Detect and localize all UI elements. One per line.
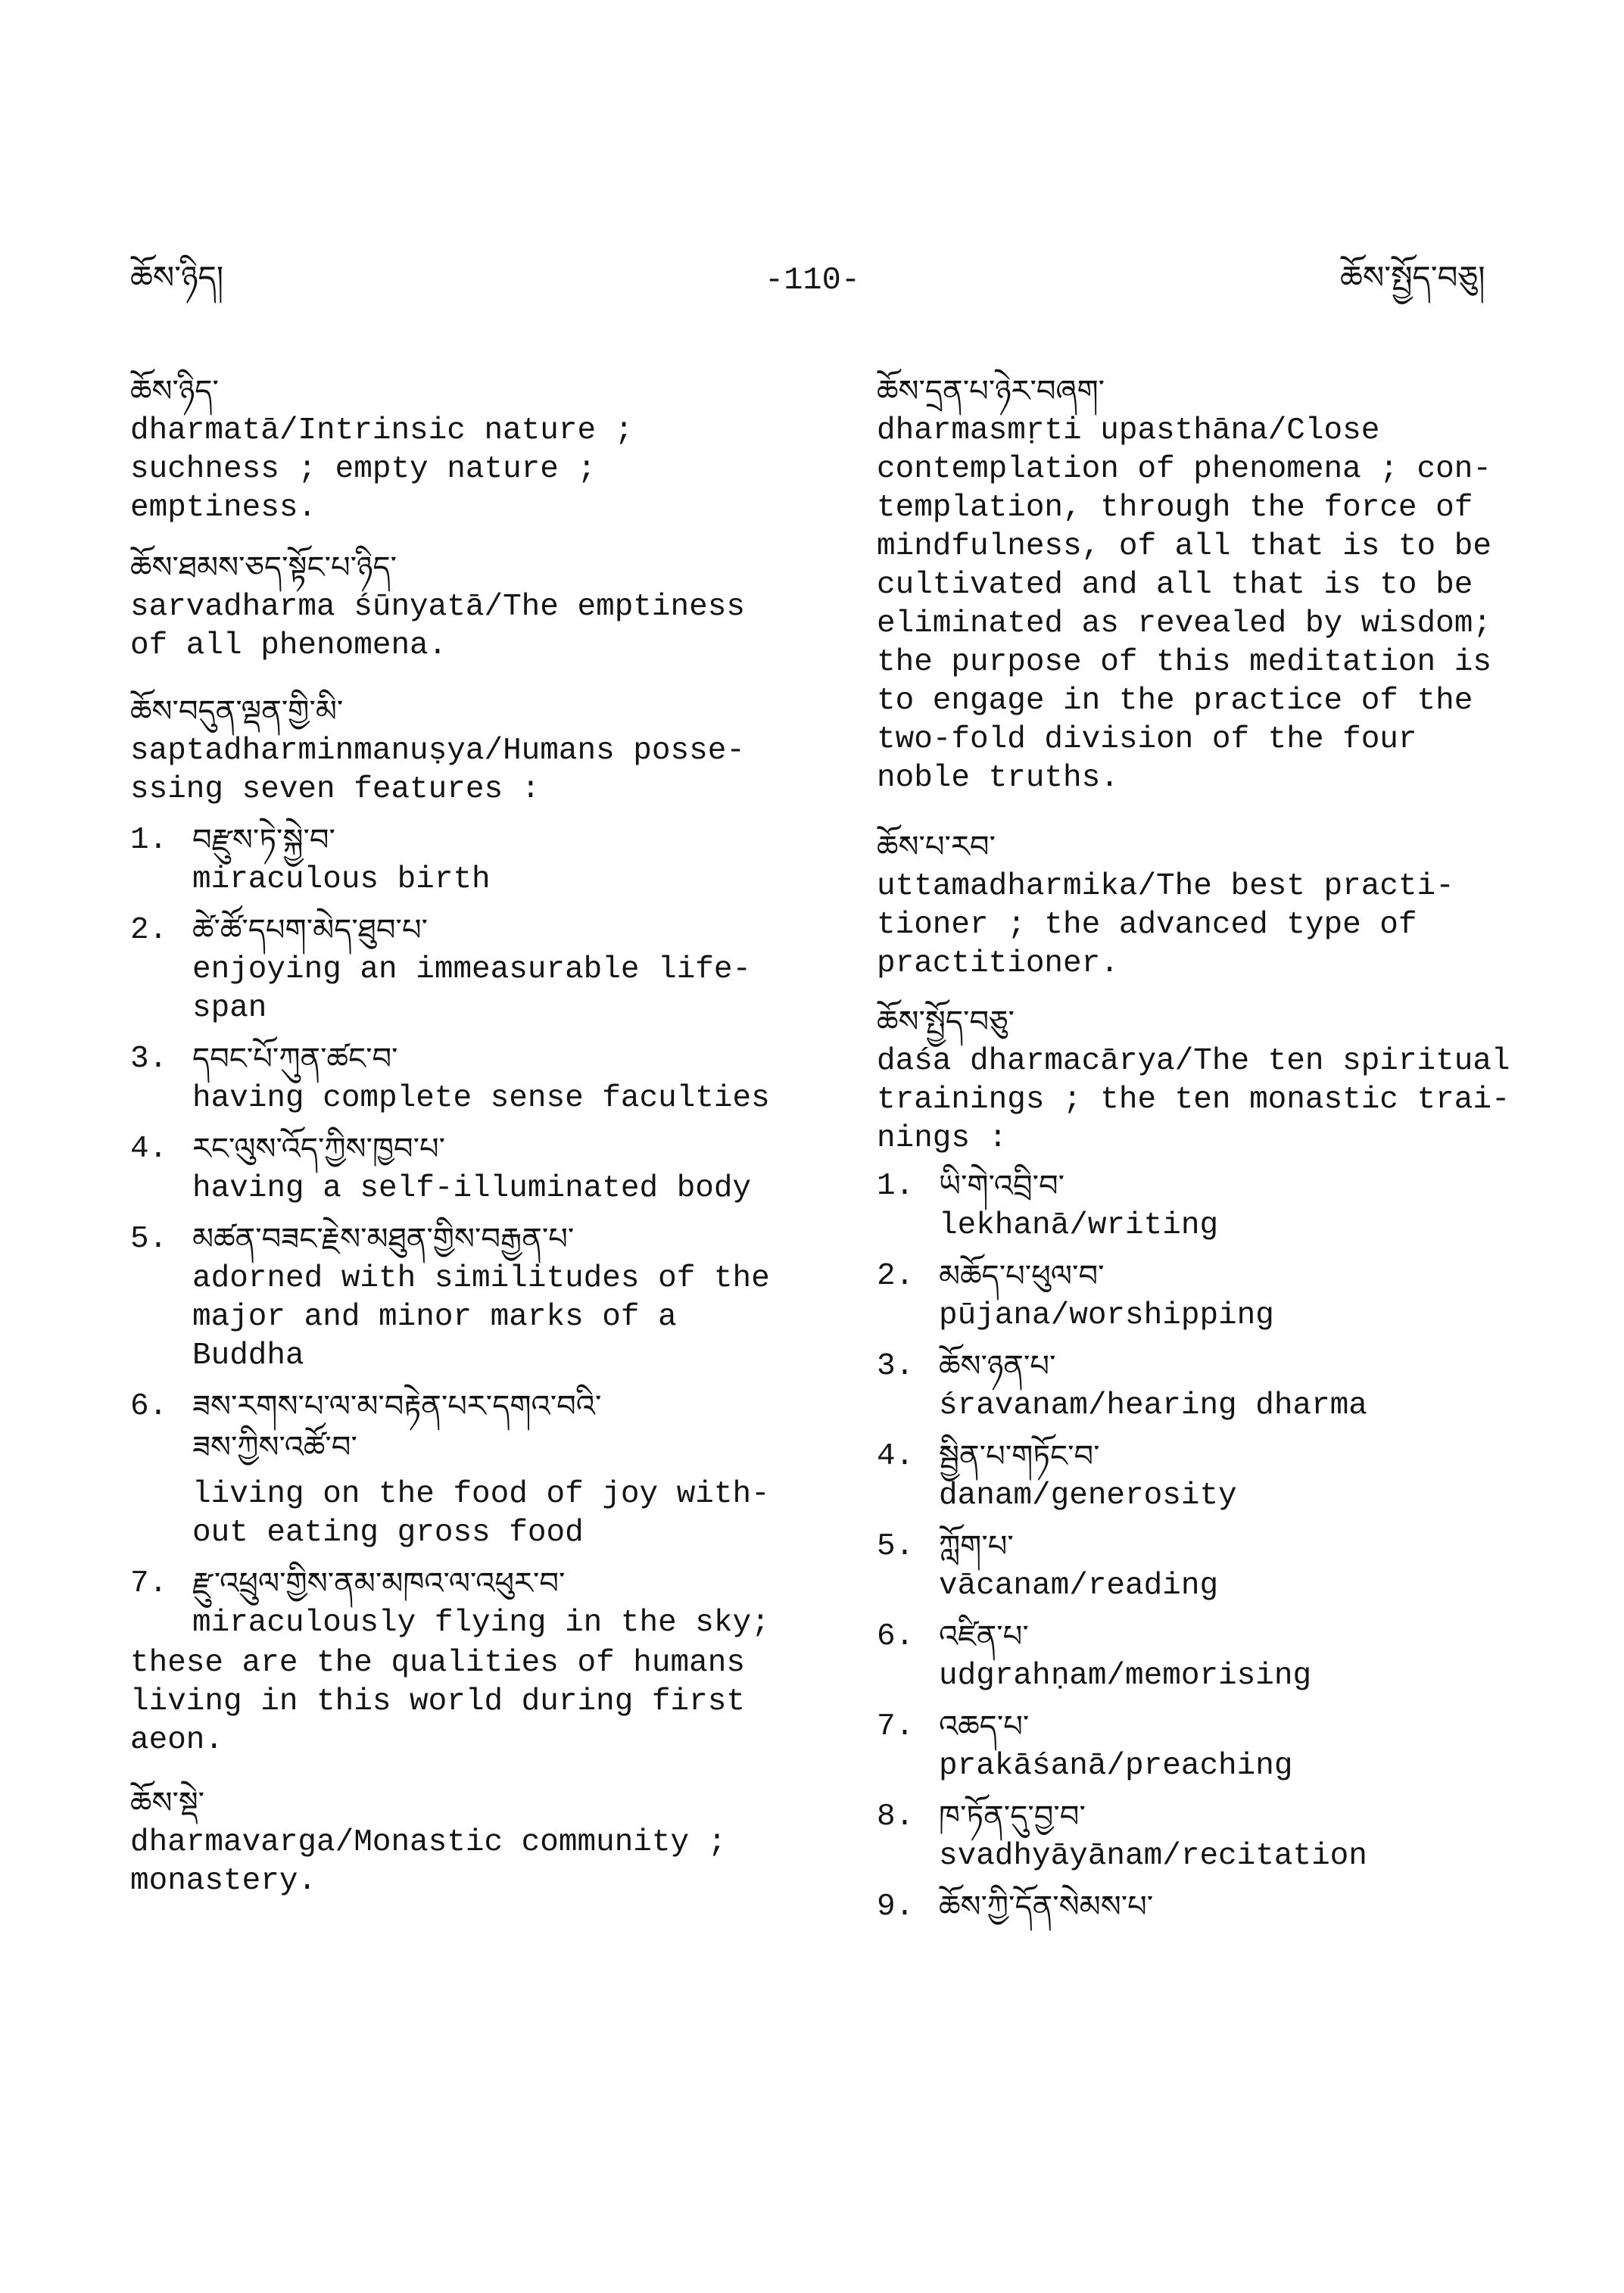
item-text: pūjana/worshipping — [939, 1298, 1274, 1333]
item-tibetan: རྫུ་འཕྲུལ་གྱིས་ནམ་མཁའ་ལ་འཕུར་བ་ — [192, 1566, 566, 1601]
entry-saptadharminmanusya — [130, 691, 796, 1760]
item-text: danam/generosity — [939, 1478, 1237, 1513]
list-item — [130, 820, 796, 899]
item-tibetan: དབང་པོ་ཀུན་ཚང་བ་ — [192, 1042, 398, 1076]
item-tibetan: ཆོས་ཀྱི་དོན་སེམས་པ་ — [939, 1890, 1154, 1924]
item-number: 7. — [877, 1709, 915, 1744]
item-tibetan: ཡི་གེ་འབྲི་བ་ — [939, 1169, 1065, 1204]
entry-dasa-dharmacarya — [877, 1002, 1558, 1927]
entry-definition: uttamadharmika/The best practi- tioner ; the advanced type of practitioner. — [877, 869, 1454, 981]
list-item — [877, 1616, 1558, 1696]
item-tibetan: སྦྱིན་པ་གཏོང་བ་ — [939, 1439, 1100, 1474]
item-number: 6. — [877, 1619, 915, 1654]
item-tibetan: ཆོས་ཉན་པ་ — [939, 1349, 1056, 1384]
list-item — [130, 1386, 796, 1553]
list-item — [877, 1706, 1558, 1786]
entry-dharmata — [130, 371, 796, 528]
list-item — [130, 1129, 796, 1208]
entry-dharmavarga — [130, 1783, 796, 1901]
item-text: prakāśanā/preaching — [939, 1749, 1293, 1784]
list-item — [877, 1346, 1558, 1425]
entry-note: these are the qualities of humans living in this world during first aeon. — [130, 1646, 745, 1758]
item-text: having complete sense faculties — [192, 1081, 770, 1116]
list-item — [130, 1563, 796, 1643]
item-number: 4. — [877, 1439, 915, 1474]
item-tibetan: ཟས་རགས་པ་ལ་མ་བརྟེན་པར་དགའ་བའི་ ཟས་ཀྱིས་འཚོ་བ་ — [192, 1389, 602, 1465]
list-item — [130, 1039, 796, 1118]
item-number: 3. — [130, 1042, 168, 1076]
header-right-tibetan: ཆོས་སྤྱོད་བཅུ། — [1340, 259, 1485, 296]
entry-headword-tibetan: ཆོས་ཉིད་ — [130, 374, 219, 409]
list-item — [130, 910, 796, 1028]
list-item — [877, 1796, 1558, 1876]
list-item — [877, 1256, 1558, 1335]
item-text: lekhanā/writing — [939, 1208, 1219, 1243]
list-item — [877, 1436, 1558, 1516]
entry-uttamadharmika — [877, 827, 1558, 983]
item-tibetan: ཀློག་པ་ — [939, 1529, 1014, 1564]
item-number: 3. — [877, 1349, 915, 1384]
item-number: 6. — [130, 1389, 168, 1424]
entry-definition: dharmatā/Intrinsic nature ; suchness ; empty nature ; emptiness. — [130, 413, 634, 525]
entry-definition: saptadharminmanuṣya/Humans posse- ssing seven features : — [130, 734, 745, 807]
entry-headword-tibetan: ཆོས་བདུན་ལྡན་གྱི་མི་ — [130, 694, 344, 729]
item-text: miraculously flying in the sky; — [192, 1606, 770, 1640]
entry-definition: dharmavarga/Monastic community ; monastery. — [130, 1825, 727, 1899]
item-text: svadhyāyānam/recitation — [939, 1839, 1367, 1874]
item-tibetan: འཛིན་པ་ — [939, 1619, 1029, 1654]
list-item — [877, 1886, 1558, 1927]
entry-definition: sarvadharma śūnyatā/The emptiness of all phenomena. — [130, 590, 745, 663]
entry-definition: dharmasmṛti upasthāna/Close contemplation of phenomena ; con- templation, through the force of mindfulness, of all that is to be cultivated and all that is to be eliminated as revealed by wisdom; the purpose of this meditation is to engage in the practice of the two-fold division of the four noble truths. — [877, 413, 1492, 796]
list-item — [130, 1219, 796, 1375]
entry-dharmasmrti-upasthana — [877, 371, 1558, 798]
item-tibetan: ཚེ་ཚོ་དཔག་མེད་ཐུབ་པ་ — [192, 913, 428, 948]
item-tibetan: ཁ་ཏོན་དུ་བྱ་བ་ — [939, 1799, 1086, 1834]
entry-headword-tibetan: ཆོས་ཐམས་ཅད་སྟོང་པ་ཉིད་ — [130, 550, 397, 585]
item-text: enjoying an immeasurable life- span — [192, 952, 752, 1026]
right-column — [877, 371, 1558, 1927]
item-text: living on the food of joy with- out eating gross food — [192, 1477, 770, 1550]
item-number: 7. — [130, 1566, 168, 1601]
item-text: adorned with similitudes of the major and minor marks of a Buddha — [192, 1261, 770, 1373]
entry-headword-tibetan: ཆོས་པ་རབ་ — [877, 830, 996, 865]
item-tibetan: རང་ལུས་འོད་ཀྱིས་ཁྱབ་པ་ — [192, 1132, 446, 1167]
item-tibetan: མཚན་བཟང་རྗེས་མཐུན་གྱིས་བརྒྱན་པ་ — [192, 1222, 575, 1257]
item-number: 2. — [130, 913, 168, 948]
item-number: 9. — [877, 1890, 915, 1924]
item-text: śravanam/hearing dharma — [939, 1388, 1367, 1423]
entry-definition: daśa dharmacārya/The ten spiritual trainings ; the ten monastic trai- nings : — [877, 1044, 1510, 1156]
list-item — [877, 1166, 1558, 1245]
item-number: 4. — [130, 1132, 168, 1167]
entry-headword-tibetan: ཆོས་སྡེ་ — [130, 1786, 205, 1821]
left-column — [130, 371, 796, 1901]
item-number: 2. — [877, 1259, 915, 1294]
item-number: 1. — [130, 823, 168, 858]
item-number: 8. — [877, 1799, 915, 1834]
entry-headword-tibetan: ཆོས་སྤྱོད་བཅུ་ — [877, 1005, 1015, 1039]
item-tibetan: འཆད་པ་ — [939, 1709, 1030, 1744]
item-number: 5. — [877, 1529, 915, 1564]
item-text: having a self-illuminated body — [192, 1171, 752, 1206]
page-number: -110- — [765, 262, 861, 298]
item-number: 5. — [130, 1222, 168, 1257]
header-left-tibetan: ཆོས་ཉིད། — [130, 259, 224, 296]
entry-headword-tibetan: ཆོས་དྲན་པ་ཉེར་བཞག་ — [877, 374, 1105, 409]
item-tibetan: བརྫུས་ཏེ་སྐྱེ་བ་ — [192, 823, 335, 858]
item-number: 1. — [877, 1169, 915, 1204]
item-text: vācanam/reading — [939, 1569, 1219, 1603]
item-text: udgrahṇam/memorising — [939, 1659, 1312, 1693]
list-item — [877, 1526, 1558, 1606]
entry-sarvadharma-sunyata — [130, 547, 796, 665]
item-text: miraculous birth — [192, 862, 491, 897]
item-tibetan: མཆོད་པ་ཕུལ་བ་ — [939, 1259, 1105, 1294]
